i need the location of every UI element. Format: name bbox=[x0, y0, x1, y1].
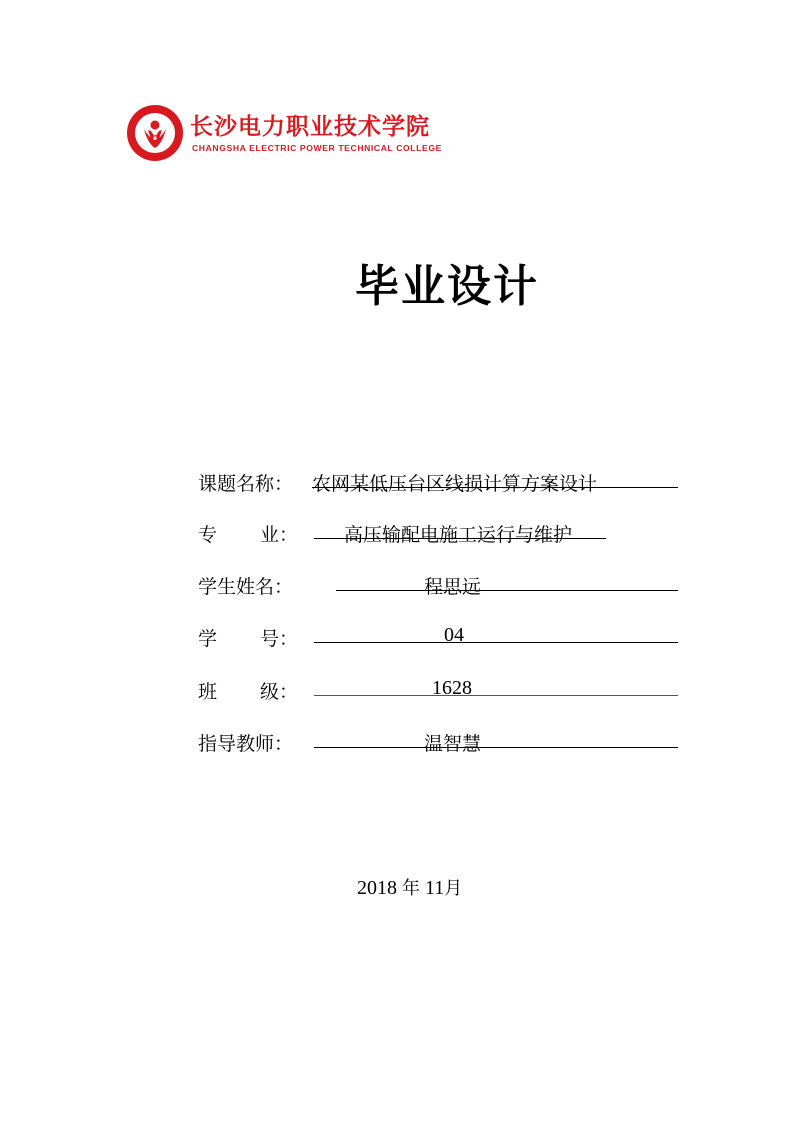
date-month-unit: 月 bbox=[444, 878, 463, 899]
major-label-right: 业： bbox=[260, 524, 299, 546]
institution-name-cn: 长沙电力职业技术学院 bbox=[190, 114, 430, 140]
document-date bbox=[357, 874, 462, 900]
student-id-underline bbox=[314, 642, 678, 643]
advisor-label: 指导教师： bbox=[198, 733, 294, 755]
college-seal-icon bbox=[126, 104, 184, 162]
topic-underline bbox=[312, 487, 678, 488]
student-underline bbox=[336, 590, 678, 591]
date-year: 2018 bbox=[357, 877, 397, 899]
student-value: 程思远 bbox=[424, 576, 482, 598]
major-label-left: 专 bbox=[198, 524, 218, 546]
college-logo bbox=[126, 104, 471, 164]
student-field bbox=[198, 570, 680, 600]
major-value: 高压输配电施工运行与维护 bbox=[344, 524, 573, 546]
major-field bbox=[198, 518, 680, 548]
date-month: 11 bbox=[425, 877, 445, 899]
class-label-left: 班 bbox=[198, 681, 218, 703]
advisor-value: 温智慧 bbox=[424, 733, 482, 755]
class-underline bbox=[314, 695, 678, 696]
student-id-value: 04 bbox=[444, 624, 464, 646]
institution-name-en: CHANGSHA ELECTRIC POWER TECHNICAL COLLEGE bbox=[192, 143, 442, 153]
date-year-unit: 年 bbox=[402, 878, 420, 899]
advisor-field bbox=[198, 727, 680, 757]
student-id-label-left: 学 bbox=[198, 628, 218, 650]
document-title: 毕业设计 bbox=[355, 261, 539, 312]
topic-label: 课题名称： bbox=[198, 473, 294, 495]
class-value: 1628 bbox=[432, 677, 472, 699]
advisor-underline bbox=[314, 747, 678, 748]
topic-value: 农网某低压台区线损计算方案设计 bbox=[312, 473, 598, 495]
topic-field bbox=[198, 467, 680, 497]
student-id-label-right: 号： bbox=[260, 628, 299, 650]
class-label-right: 级： bbox=[260, 681, 299, 703]
major-underline bbox=[314, 538, 606, 539]
student-label: 学生姓名： bbox=[198, 576, 294, 598]
student-id-field bbox=[198, 622, 680, 652]
class-field bbox=[198, 675, 680, 705]
